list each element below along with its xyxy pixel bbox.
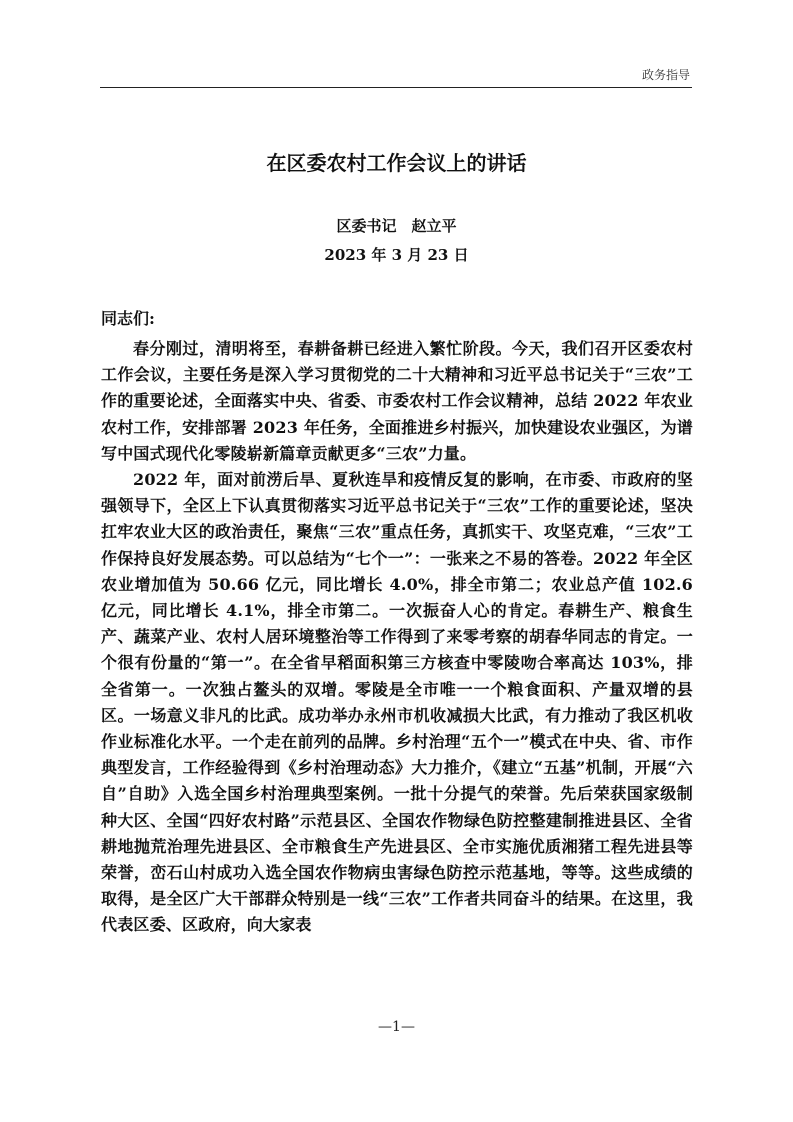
paragraph: 春分刚过，清明将至，春耕备耕已经进入繁忙阶段。今天，我们召开区委农村工作会议，主要任务是深入学习贯彻党的二十大精神和习近平总书记关于“三农”工作的重要论述，全面落实中央、省委、市委农村工作会议精神，总结 2022 年农业农村工作，安排部署 2023 年任务，全面推进乡村振兴，加快建设农业强区，为谱写中国式现代化零陵崭新篇章贡献更多“三农”力量。 [101, 339, 693, 463]
page-number: —1— [378, 1019, 415, 1035]
author-byline: 区委书记 赵立平 [336, 217, 457, 235]
document-title: 在区委农村工作会议上的讲话 [266, 151, 527, 175]
section-label: 政务指导 [641, 68, 690, 82]
greeting: 同志们: [101, 309, 155, 328]
header-divider [100, 87, 692, 88]
paragraph: 2022 年，面对前涝后旱、夏秋连旱和疫情反复的影响，在市委、市政府的坚强领导下，全区上下认真贯彻落实习近平总书记关于“三农”工作的重要论述，坚决扛牢农业大区的政治责任，聚焦“三农”重点任务，真抓实干、攻坚克难，“三农”工作保持良好发展态势。可以总结为“七个一”：一张来之不易的答卷。2022 年全区农业增加值为 50.66 亿元，同比增长 4.0%，排全市第二；农业总产值 102.6 亿元，同比增长 4.1%，排全市第二。一次振奋人心的肯定。春耕生产、粮食生产、蔬菜产业、农村人居环境整治等工作得到了来零考察的胡春华同志的肯定。一个很有份量的“第一”。在全省早稻面积第三方核查中零陵吻合率高达 103%，排全省第一。一次独占鳌头的双增。零陵是全市唯一一个粮食面积、产量双增的县区。一场意义非凡的比武。成功举办永州市机收减损大比武，有力推动了我区机收作业标准化水平。一个走在前列的品牌。乡村治理“五个一”模式在中央、省、市作典型发言，工作经验得到《乡村治理动态》大力推介，《建立“五基”机制，开展“六自”自助》入选全国乡村治理典型案例。一批十分提气的荣誉。先后荣获国家级制种大区、全国“四好农村路”示范县区、全国农作物绿色防控整建制推进县区、全省耕地抛荒治理先进县区、全市粮食生产先进县区、全市实施优质湘猪工程先进县等荣誉，峦石山村成功入选全国农作物病虫害绿色防控示范基地，等等。这些成绩的取得，是全区广大干部群众特别是一线“三农”工作者共同奋斗的结果。在这里，我代表区委、区政府，向大家表 [101, 470, 693, 935]
speech-body [101, 336, 693, 939]
speech-date: 2023 年 3 月 23 日 [324, 246, 469, 264]
